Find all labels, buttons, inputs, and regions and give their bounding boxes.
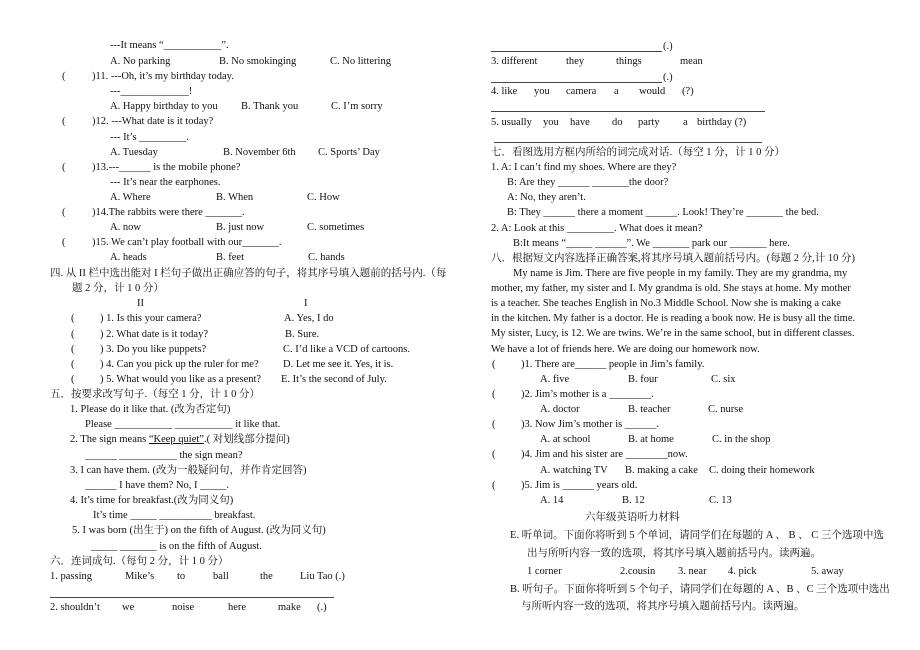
option: A. Happy birthday to you bbox=[110, 101, 218, 112]
text: 2. The sign means bbox=[70, 434, 149, 445]
answer-paren[interactable]: ( bbox=[71, 344, 75, 355]
rewrite-item bbox=[70, 434, 290, 446]
option: B. feet bbox=[216, 252, 244, 263]
passage-line: My name is Jim. There are five people in my family. They are my grandma, my bbox=[513, 268, 848, 279]
answer-paren[interactable]: ( bbox=[492, 480, 496, 491]
word: a bbox=[614, 86, 619, 97]
instruction: E. 听单词。下面你将听到 5 个单词，请同学们在每题的 A 、 B 、 C 三个选项中选 bbox=[510, 530, 884, 541]
rewrite-answer: It’s time _____ __________ breakfast. bbox=[93, 510, 256, 521]
answer-paren[interactable]: ( bbox=[492, 449, 496, 460]
option: A. 14 bbox=[540, 495, 564, 506]
word: 4. like bbox=[491, 86, 518, 97]
text: .( 对划线部分提问) bbox=[203, 434, 290, 445]
option: C. No littering bbox=[330, 56, 391, 67]
question: )2. Jim’s mother is a ________. bbox=[521, 389, 654, 400]
rewrite-item: 1. Please do it like that. (改为否定句) bbox=[70, 404, 231, 415]
option: A. five bbox=[540, 374, 570, 385]
question: )11. ---Oh, it’s my birthday today. bbox=[92, 71, 234, 82]
word: (?) bbox=[682, 86, 694, 97]
question: )1. There are______ people in Jim’s family. bbox=[521, 359, 705, 370]
word: mean bbox=[680, 56, 703, 67]
passage-line: We have a lot of friends here. We are doing our homework now. bbox=[491, 344, 760, 355]
q10-line: ---It means “___________”. bbox=[110, 40, 229, 51]
question: )15. We can’t play football with our_______. bbox=[92, 237, 282, 248]
option: B. four bbox=[628, 374, 658, 385]
dialogue-line: B:It means “_____ ______”. We _______ park our _______ here. bbox=[513, 238, 790, 249]
option: C. six bbox=[711, 374, 736, 385]
passage-line: mother, my father, my sister and I. My grandma is old. She stays at home. My mother bbox=[491, 283, 851, 294]
section-8-title: 八．根据短文内容选择正确答案,将其序号填入题前括号内。(每题 2 分,计 10 分) bbox=[491, 253, 855, 264]
rewrite-answer: _____ _______ is on the fifth of August. bbox=[91, 541, 262, 552]
word: ball bbox=[213, 571, 229, 582]
answer-line[interactable] bbox=[491, 51, 662, 52]
answer-paren[interactable]: ( bbox=[492, 359, 496, 370]
word: 5. away bbox=[811, 566, 844, 577]
question-line: ---_____________! bbox=[110, 86, 193, 97]
match-answer: E. It’s the second of July. bbox=[281, 374, 387, 385]
answer-paren[interactable]: ( bbox=[62, 237, 66, 248]
option: B. November 6th bbox=[223, 147, 296, 158]
word: 2. shouldn’t bbox=[50, 602, 100, 613]
question: )5. Jim is ______ years old. bbox=[521, 480, 638, 491]
question: )4. Jim and his sister are ________now. bbox=[521, 449, 688, 460]
answer-paren[interactable]: ( bbox=[492, 389, 496, 400]
option: B. Thank you bbox=[241, 101, 299, 112]
match-answer: D. Let me see it. Yes, it is. bbox=[283, 359, 394, 370]
dialogue-line: 1. A: I can’t find my shoes. Where are they? bbox=[491, 162, 677, 173]
instruction: B. 听句子。下面你将听到 5 个句子，请同学们在每题的 A 、B 、C 三个选项中选出 bbox=[510, 584, 890, 595]
dialogue-line: B: Are they ______ _______the door? bbox=[507, 177, 669, 188]
word: you bbox=[534, 86, 550, 97]
option: C. I’m sorry bbox=[331, 101, 383, 112]
word: 2.cousin bbox=[620, 566, 656, 577]
word: birthday (?) bbox=[697, 117, 747, 128]
answer-line[interactable] bbox=[491, 82, 662, 83]
answer-paren[interactable]: ( bbox=[71, 329, 75, 340]
answer-paren[interactable]: ( bbox=[62, 116, 66, 127]
end-mark: (.) bbox=[663, 41, 673, 52]
answer-paren[interactable]: ( bbox=[62, 207, 66, 218]
word: Mike’s bbox=[125, 571, 155, 582]
section-5-title: 五．按要求改写句子.（每空 1 分，计 1 0 分） bbox=[50, 389, 260, 400]
option: C. Sports’ Day bbox=[318, 147, 380, 158]
section-4-title: 四. 从 II 栏中选出能对 I 栏句子做出正确应答的句子，将其序号填入题前的括号内.（每 bbox=[50, 268, 447, 279]
option: B. making a cake bbox=[625, 465, 698, 476]
option: C. hands bbox=[308, 252, 345, 263]
word: 1 corner bbox=[527, 566, 562, 577]
dialogue-line: B: They ______ there a moment ______. Look! They’re _______ the bed. bbox=[507, 207, 819, 218]
option: B. teacher bbox=[628, 404, 671, 415]
rewrite-item: 5. I was born (出生于) on the fifth of August. (改为同义句) bbox=[72, 525, 326, 536]
question: )12. ---What date is it today? bbox=[92, 116, 214, 127]
dialogue-line: 2. A: Look at this _________. What does it mean? bbox=[491, 223, 703, 234]
rewrite-answer: Please ___________ ___________ it like that. bbox=[85, 419, 281, 430]
section-7-title: 七．看图选用方框内所给的词完成对话.（每空 1 分，计 1 0 分） bbox=[491, 147, 785, 158]
option: A. No parking bbox=[110, 56, 171, 67]
answer-paren[interactable]: ( bbox=[62, 71, 66, 82]
word: they bbox=[566, 56, 585, 67]
question: )14.The rabbits were there _______. bbox=[92, 207, 245, 218]
option: A. now bbox=[110, 222, 141, 233]
word: have bbox=[570, 117, 590, 128]
answer-paren[interactable]: ( bbox=[71, 374, 75, 385]
passage-line: in the kitchen. My father is a doctor. He is reading a book now. He is busy all the time. bbox=[491, 313, 856, 324]
answer-paren[interactable]: ( bbox=[71, 313, 75, 324]
option: C. in the shop bbox=[712, 434, 771, 445]
question-line: --- It’s near the earphones. bbox=[110, 177, 221, 188]
answer-line[interactable] bbox=[50, 597, 334, 598]
word: the bbox=[260, 571, 273, 582]
option: C. doing their homework bbox=[709, 465, 815, 476]
question-line: --- It’s _________. bbox=[110, 132, 190, 143]
word: Liu Tao (.) bbox=[300, 571, 345, 582]
option: C. 13 bbox=[709, 495, 732, 506]
match-question: ) 4. Can you pick up the ruler for me? bbox=[100, 359, 259, 370]
option: C. sometimes bbox=[307, 222, 365, 233]
answer-paren[interactable]: ( bbox=[71, 359, 75, 370]
match-question: ) 5. What would you like as a present? bbox=[100, 374, 262, 385]
instruction: 与所听内容一致的选项，将其序号填入题前括号内。读两遍。 bbox=[521, 601, 805, 612]
end-mark: (.) bbox=[663, 72, 673, 83]
rewrite-item: 4. It’s time for breakfast.(改为同义句) bbox=[70, 495, 234, 506]
section-6-title: 六．连词成句.（每句 2 分，计 1 0 分） bbox=[50, 556, 229, 567]
option: B. No smokinging bbox=[219, 56, 297, 67]
option: C. How bbox=[307, 192, 340, 203]
match-answer: B. Sure. bbox=[285, 329, 320, 340]
listening-title: 六年级英语听力材料 bbox=[585, 512, 680, 523]
question: )13.---______ is the mobile phone? bbox=[92, 162, 241, 173]
answer-line[interactable] bbox=[494, 142, 762, 143]
answer-paren[interactable]: ( bbox=[492, 419, 496, 430]
option: A. doctor bbox=[540, 404, 580, 415]
passage-line: My sister, Lucy, is 12. We are twins. We’re in the same school, but in different classes. bbox=[491, 328, 855, 339]
word: a bbox=[683, 117, 688, 128]
option: A. watching TV bbox=[540, 465, 608, 476]
question: )3. Now Jim’s mother is ______. bbox=[521, 419, 659, 430]
underlined-phrase: “Keep quiet” bbox=[148, 434, 204, 445]
column-header: I bbox=[304, 298, 308, 309]
word: party bbox=[638, 117, 660, 128]
column-header: II bbox=[137, 298, 144, 309]
word: you bbox=[543, 117, 559, 128]
dialogue-line: A: No, they aren’t. bbox=[507, 192, 586, 203]
option: A. Tuesday bbox=[110, 147, 158, 158]
word: 3. different bbox=[491, 56, 538, 67]
match-question: ) 2. What date is it today? bbox=[100, 329, 208, 340]
rewrite-item: 3. I can have them. (改为一般疑问句，并作肯定回答) bbox=[70, 465, 307, 476]
option: B. just now bbox=[216, 222, 265, 233]
match-question: ) 1. Is this your camera? bbox=[100, 313, 202, 324]
word: would bbox=[639, 86, 666, 97]
match-answer: C. I’d like a VCD of cartoons. bbox=[283, 344, 410, 355]
match-question: ) 3. Do you like puppets? bbox=[100, 344, 207, 355]
answer-line[interactable] bbox=[491, 111, 765, 112]
passage-line: is a teacher. She teaches English in No.3 Middle School. Now she is making a cake bbox=[491, 298, 841, 309]
answer-paren[interactable]: ( bbox=[62, 162, 66, 173]
option: C. nurse bbox=[708, 404, 743, 415]
section-4-title-cont: 题 2 分，计 1 0 分） bbox=[72, 283, 164, 294]
option: B. When bbox=[216, 192, 254, 203]
word: make bbox=[278, 602, 301, 613]
rewrite-answer: ______ I have them? No, I _____. bbox=[85, 480, 230, 491]
word: (.) bbox=[317, 602, 327, 613]
option: A. heads bbox=[110, 252, 147, 263]
option: A. at school bbox=[540, 434, 591, 445]
word: to bbox=[177, 571, 186, 582]
option: B. 12 bbox=[622, 495, 645, 506]
option: B. at home bbox=[628, 434, 674, 445]
word: 5. usually bbox=[491, 117, 532, 128]
word: camera bbox=[566, 86, 597, 97]
word: things bbox=[616, 56, 642, 67]
word: here bbox=[228, 602, 247, 613]
rewrite-answer: ______ ___________ the sign mean? bbox=[85, 450, 243, 461]
match-answer: A. Yes, I do bbox=[284, 313, 334, 324]
option: A. Where bbox=[110, 192, 151, 203]
word: 3. near bbox=[678, 566, 707, 577]
instruction: 出与所听内容一致的选项，将其序号填入题前括号内。读两遍。 bbox=[527, 548, 821, 559]
word: 1. passing bbox=[50, 571, 92, 582]
word: noise bbox=[172, 602, 195, 613]
word: 4. pick bbox=[728, 566, 757, 577]
word: do bbox=[612, 117, 623, 128]
word: we bbox=[122, 602, 135, 613]
